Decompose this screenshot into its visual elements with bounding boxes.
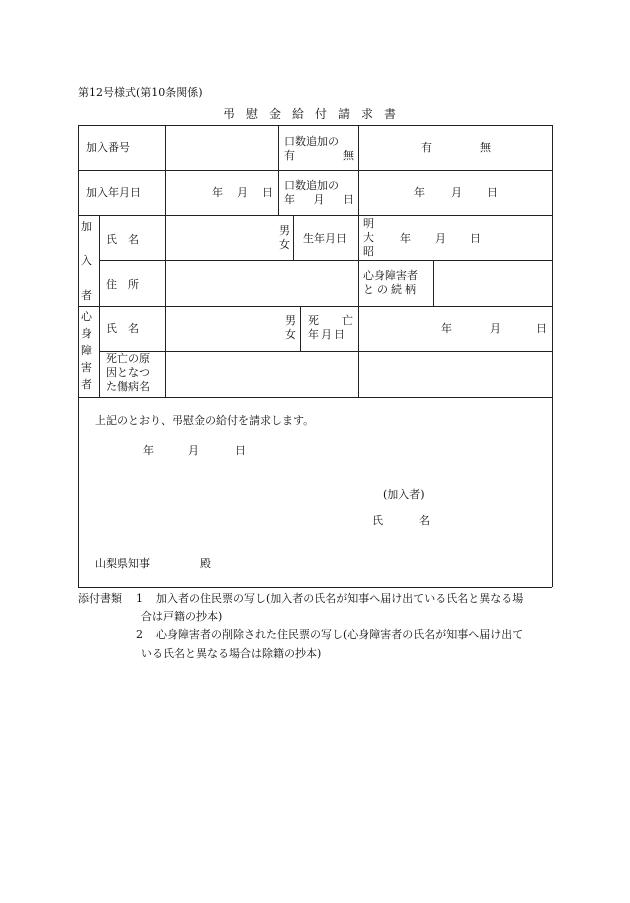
- additional-units-date-day: 日: [487, 186, 498, 199]
- member-side-char-3: 者: [81, 289, 92, 302]
- form-title: 弔慰金給付請求書: [222, 107, 407, 121]
- additional-units-date-month: 月: [451, 186, 462, 199]
- member-name-label: 氏 名: [106, 233, 139, 246]
- addressee: 山梨県知事: [95, 557, 150, 570]
- attachment-1-line-2: 合は戸籍の抄本): [141, 610, 223, 623]
- member-address-label: 住 所: [106, 278, 139, 291]
- member-birth-year: 年: [400, 232, 411, 245]
- member-side-char-2: 入: [81, 254, 92, 267]
- additional-units-no[interactable]: 無: [480, 141, 491, 154]
- member-birth-era[interactable]: 明 大 昭: [363, 217, 374, 258]
- member-side-char-1: 加: [81, 220, 92, 233]
- member-birth-label: 生年月日: [303, 232, 347, 245]
- declaration-date-month: 月: [188, 444, 199, 457]
- enrollment-date-year: 年: [212, 186, 223, 199]
- disabled-side-char-2: 身: [81, 327, 92, 340]
- disabled-name-label: 氏 名: [106, 322, 139, 335]
- applicant-label: (加入者): [383, 488, 425, 501]
- enrollment-date-day: 日: [262, 186, 273, 199]
- attachment-2-line-2: いる氏名と異なる場合は除籍の抄本): [141, 647, 322, 660]
- enrollment-date-label: 加入年月日: [86, 186, 141, 199]
- additional-units-yes[interactable]: 有: [421, 141, 432, 154]
- attachment-1-number: 1: [136, 592, 143, 605]
- attachment-2-line-1: 心身障害者の削除された住民票の写し(心身障害者の氏名が知事へ届け出て: [156, 628, 524, 641]
- disabled-side-char-4: 害: [81, 361, 92, 374]
- member-birth-month: 月: [435, 232, 446, 245]
- honorific: 殿: [200, 557, 211, 570]
- attachment-2-number: 2: [136, 628, 143, 641]
- disabled-side-char-3: 障: [81, 344, 92, 357]
- death-date-month: 月: [490, 322, 501, 335]
- additional-units-date-year: 年: [414, 186, 425, 199]
- death-date-year: 年: [441, 322, 452, 335]
- declaration-date-year: 年: [143, 444, 154, 457]
- attachment-1-line-1: 加入者の住民票の写し(加入者の氏名が知事へ届け出ている氏名と異なる場: [156, 592, 524, 605]
- relation-label: 心身障害者 との続柄: [363, 269, 419, 296]
- death-date-label: 死 亡 年月日: [308, 314, 353, 341]
- disabled-gender[interactable]: 男 女: [285, 314, 296, 341]
- applicant-name-char-1: 氏: [372, 514, 383, 527]
- attachments-heading: 添付書類: [78, 592, 122, 605]
- cause-of-death-label: 死亡の原 因となつ た傷病名: [106, 352, 150, 393]
- enrollment-date-month: 月: [237, 186, 248, 199]
- additional-units-date-label: 口数追加の 年 月 日: [284, 179, 354, 206]
- applicant-name-char-2: 名: [419, 514, 430, 527]
- member-number-label: 加入番号: [86, 141, 130, 154]
- form-number-label: 第12号様式(第10条関係): [78, 86, 203, 99]
- disabled-side-char-1: 心: [81, 310, 92, 323]
- disabled-side-char-5: 者: [81, 378, 92, 391]
- declaration-text: 上記のとおり、弔慰金の給付を請求します。: [95, 414, 315, 427]
- death-date-day: 日: [536, 322, 547, 335]
- additional-units-label: 口数追加の 有 無: [284, 135, 354, 162]
- member-birth-day: 日: [470, 232, 481, 245]
- declaration-date-day: 日: [235, 444, 246, 457]
- member-gender[interactable]: 男 女: [279, 224, 290, 251]
